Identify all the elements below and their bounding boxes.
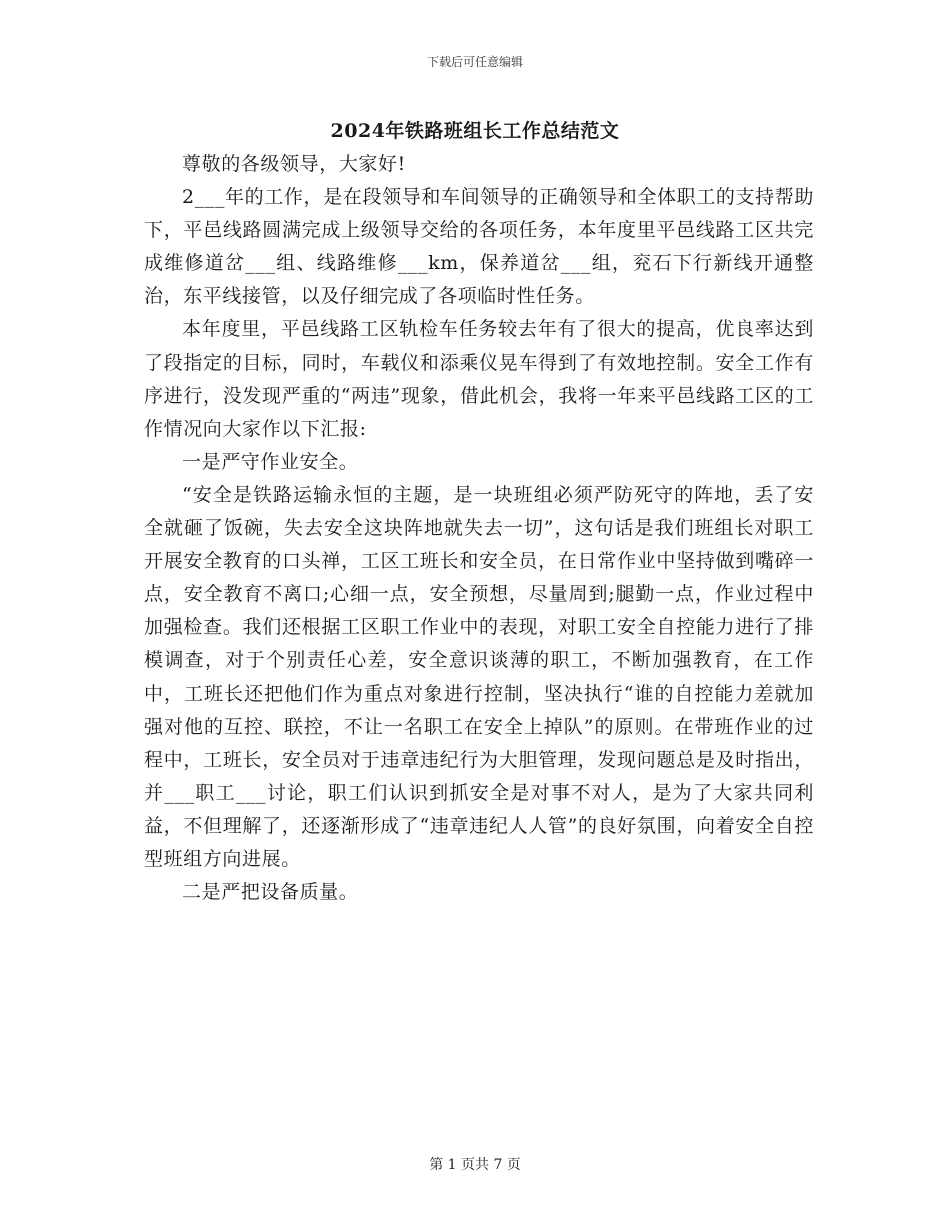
section-heading: 一是严守作业安全。 [182, 450, 359, 473]
paragraph: 本年度里，平邑线路工区轨检车任务较去年有了很大的提高，优良率达到了段指定的目标，同时，车载仪和添乘仪晃车得到了有效地控制。安全工作有序进行，没发现严重的“两违”现象，借此机会，我将一年来平邑线路工区的工作情况向大家作以下汇报: [144, 318, 814, 440]
header-note: 下载后可任意编辑 [426, 55, 523, 69]
section-heading: 二是严把设备质量。 [182, 881, 359, 904]
paragraph: “安全是铁路运输永恒的主题，是一块班组必须严防死守的阵地，丢了安全就砸了饭碗，失去安全这块阵地就失去一切”，这句话是我们班组长对职工开展安全教育的口头禅，工区工班长和安全员，在日常作业中坚持做到嘴碎一点，安全教育不离口;心细一点，安全预想，尽量周到;腿勤一点，作业过程中加强检查。我们还根据工区职工作业中的表现，对职工安全自控能力进行了排模调查，对于个别责任心差，安全意识谈薄的职工，不断加强教育，在工作中，工班长还把他们作为重点对象进行控制，坚决执行“谁的自控能力差就加强对他的互控、联控，不让一名职工在安全上掉队”的原则。在带班作业的过程中，工班长，安全员对于违章违纪行为大胆管理，发现问题总是及时指出，并___职工___讨论，职工们认识到抓安全是对事不对人，是为了大家共同利益，不但理解了，还逐渐形成了“违章违纪人人管”的良好氛围，向着安全自控型班组方向进展。 [144, 483, 814, 870]
page-number: 第 1 页共 7 页 [429, 1157, 521, 1173]
document-title: 2024年铁路班组长工作总结范文 [330, 120, 620, 142]
document-body [144, 148, 814, 909]
paragraph: 2___年的工作，是在段领导和车间领导的正确领导和全体职工的支持帮助下，平邑线路圆满完成上级领导交给的各项任务，本年度里平邑线路工区共完成维修道岔___组、线路维修___km，保养道岔___组，兖石下行新线开通整治，东平线接管，以及仔细完成了各项临时性任务。 [144, 186, 814, 308]
paragraph-greeting: 尊敬的各级领导，大家好! [182, 153, 406, 175]
